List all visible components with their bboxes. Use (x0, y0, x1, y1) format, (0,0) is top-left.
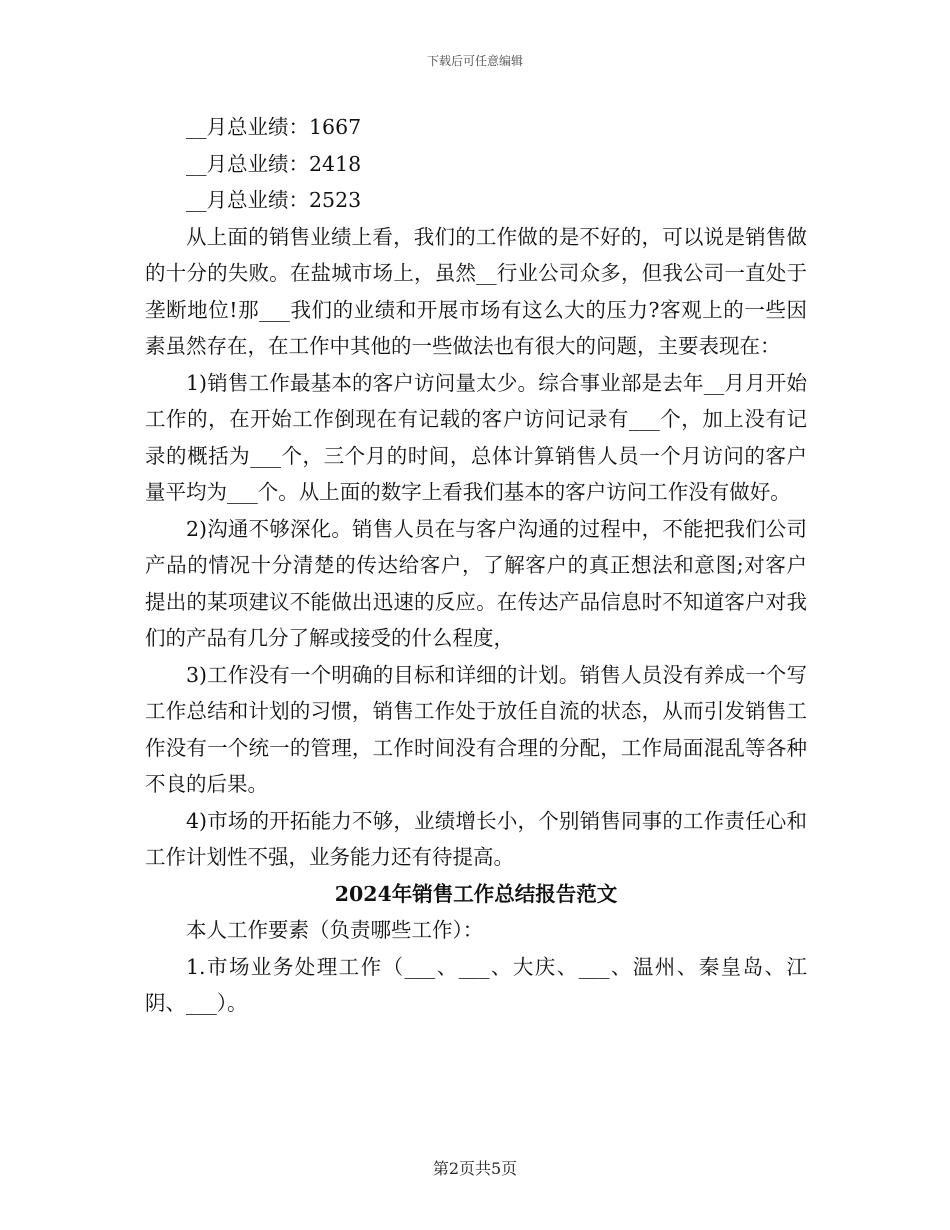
section-title: 2024年销售工作总结报告范文 (334, 881, 618, 906)
section-item: 1.市场业务处理工作（___、___、大庆、___、温州、秦皇岛、江阴、___）。 (145, 954, 807, 1015)
page-number: 第2页共5页 (432, 1159, 518, 1178)
month-total-line: __月总业绩：2418 (186, 151, 362, 176)
page-header-note: 下载后可任意编辑 (426, 54, 523, 68)
month-total-line: __月总业绩：2523 (186, 188, 362, 212)
section-intro: 本人工作要素（负责哪些工作）： (186, 918, 484, 942)
point-paragraph: 4)市场的开拓能力不够，业绩增长小，个别销售同事的工作责任心和工作计划性不强，业务能力还有待提高。 (145, 808, 807, 869)
document-body (145, 109, 807, 1022)
point-paragraph: 1)销售工作最基本的客户访问量太少。综合事业部是去年__月月开始工作的，在开始工作倒现在有记载的客户访问记录有___个，加上没有记录的概括为___个，三个月的时间，总体计算销售人员一个月访问的客户量平均为___个。从上面的数字上看我们基本的客户访问工作没有做好。 (145, 370, 807, 504)
point-paragraph: 3)工作没有一个明确的目标和详细的计划。销售人员没有养成一个写工作总结和计划的习惯，销售工作处于放任自流的状态，从而引发销售工作没有一个统一的管理，工作时间没有合理的分配，工作局面混乱等各种不良的后果。 (145, 662, 807, 796)
month-total-line: __月总业绩：1667 (186, 115, 362, 139)
intro-paragraph: 从上面的销售业绩上看，我们的工作做的是不好的，可以说是销售做的十分的失败。在盐城市场上，虽然__行业公司众多，但我公司一直处于垄断地位!那___我们的业绩和开展市场有这么大的压力?客观上的一些因素虽然存在，在工作中其他的一些做法也有很大的问题，主要表现在： (145, 224, 807, 358)
point-paragraph: 2)沟通不够深化。销售人员在与客户沟通的过程中，不能把我们公司产品的情况十分清楚的传达给客户，了解客户的真正想法和意图;对客户提出的某项建议不能做出迅速的反应。在传达产品信息时不知道客户对我们的产品有几分了解或接受的什么程度， (145, 516, 807, 650)
